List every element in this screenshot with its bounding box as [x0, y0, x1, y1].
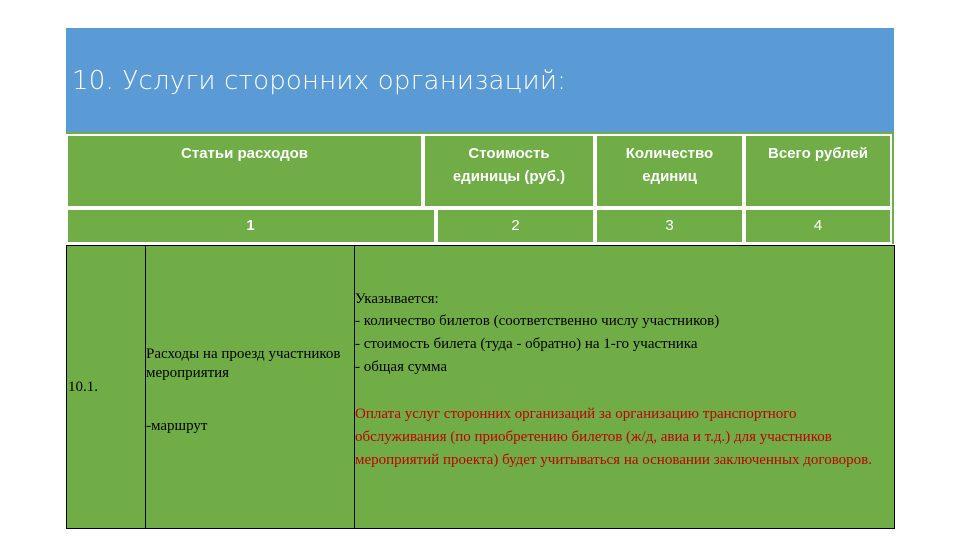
header-unit-cost-label: Стоимость единицы (руб.) [452, 145, 566, 185]
colnum-cell-2 [436, 208, 595, 244]
colnum-cell-3 [595, 208, 744, 244]
column-divider [354, 246, 355, 528]
colnum-3: 3 [665, 217, 674, 234]
header-cell-total [744, 134, 892, 208]
colnum-1: 1 [246, 217, 255, 234]
colnum-4: 4 [813, 217, 823, 234]
header-cell-items [66, 134, 423, 208]
header-quantity-label: Количество единиц [625, 145, 714, 185]
details-line: - стоимость билета (туда - обратно) на 1-го участника [355, 336, 698, 352]
item-note: -маршрут [146, 418, 208, 434]
payment-note: Оплата услуг сторонних организаций за организацию транспортного обслуживания (по приобретению билетов (ж/д, авиа и т.д.) для участников мероприятий проекта) будет учитываться на основании заключенных договоров. [355, 406, 873, 468]
header-items-label: Статьи расходов [181, 145, 308, 162]
item-name: Расходы на проезд участников мероприятия [146, 346, 341, 381]
details-line: - общая сумма [355, 359, 448, 375]
colnum-2: 2 [511, 217, 520, 234]
header-cell-quantity [595, 134, 744, 208]
title-bar [66, 28, 894, 132]
colnum-cell-4 [744, 208, 892, 244]
header-total-label: Всего рублей [768, 145, 868, 162]
header-cell-unit-cost [423, 134, 595, 208]
slide-title: 10. Услуги сторонних организаций: [72, 66, 567, 96]
column-divider [145, 246, 146, 528]
colnum-cell-1 [66, 208, 436, 244]
details-line: - количество билетов (соответственно числу участников) [355, 313, 720, 329]
row-number: 10.1. [68, 379, 98, 395]
table-row [66, 245, 895, 529]
details-heading: Указывается: [355, 291, 439, 307]
